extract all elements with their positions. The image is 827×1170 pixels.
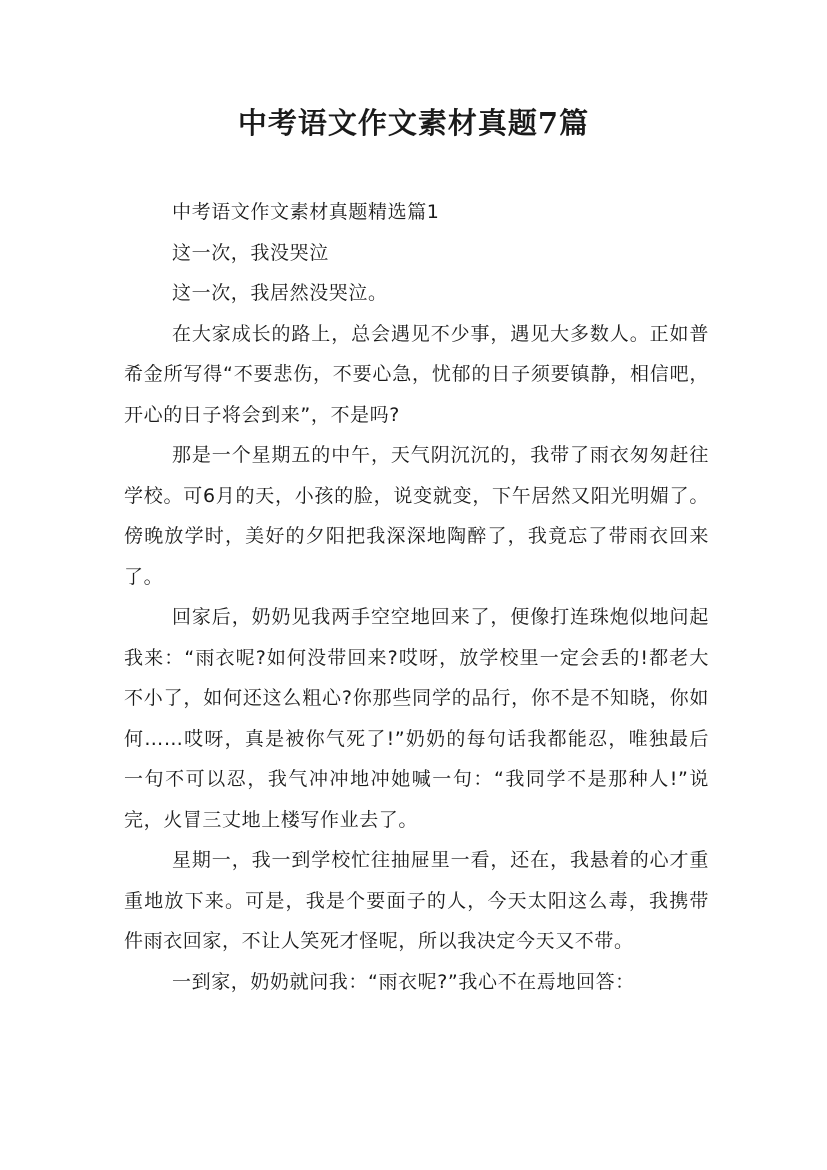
section-heading: 中考语文作文素材真题精选篇1	[172, 201, 440, 223]
paragraph: 在大家成长的路上，总会遇见不少事，遇见大多数人。正如普希金所写得“不要悲伤，不要心急，忧郁的日子须要镇静，相信吧，开心的日子将会到来”，不是吗?	[124, 322, 709, 426]
document-body	[124, 192, 709, 1002]
essay-title: 这一次，我没哭泣	[172, 241, 329, 264]
paragraph: 这一次，我居然没哭泣。	[172, 282, 388, 304]
paragraph: 星期一，我一到学校忙往抽屉里一看，还在，我悬着的心才重重地放下来。可是，我是个要面子的人，今天太阳这么毒，我携带件雨衣回家，不让人笑死才怪呢，所以我决定今天又不带。	[124, 849, 709, 952]
paragraph: 一到家，奶奶就问我：“雨衣呢?”我心不在焉地回答：	[172, 970, 635, 993]
document-title: 中考语文作文素材真题7篇	[237, 106, 590, 140]
paragraph: 那是一个星期五的中午，天气阴沉沉的，我带了雨衣匆匆赶往学校。可6月的天，小孩的脸，说变就变，下午居然又阳光明媚了。傍晚放学时，美好的夕阳把我深深地陶醉了，我竟忘了带雨衣回来了。	[124, 444, 709, 588]
paragraph: 回家后，奶奶见我两手空空地回来了，便像打连珠炮似地问起我来：“雨衣呢?如何没带回来?哎呀，放学校里一定会丢的!都老大不小了，如何还这么粗心?你那些同学的品行，你不是不知晓，你如何……哎呀，真是被你气死了!”奶奶的每句话我都能忍，唯独最后一句不可以忍，我气冲冲地冲她喊一句：“我同学不是那种人!”说完，火冒三丈地上楼写作业去了。	[124, 606, 709, 831]
